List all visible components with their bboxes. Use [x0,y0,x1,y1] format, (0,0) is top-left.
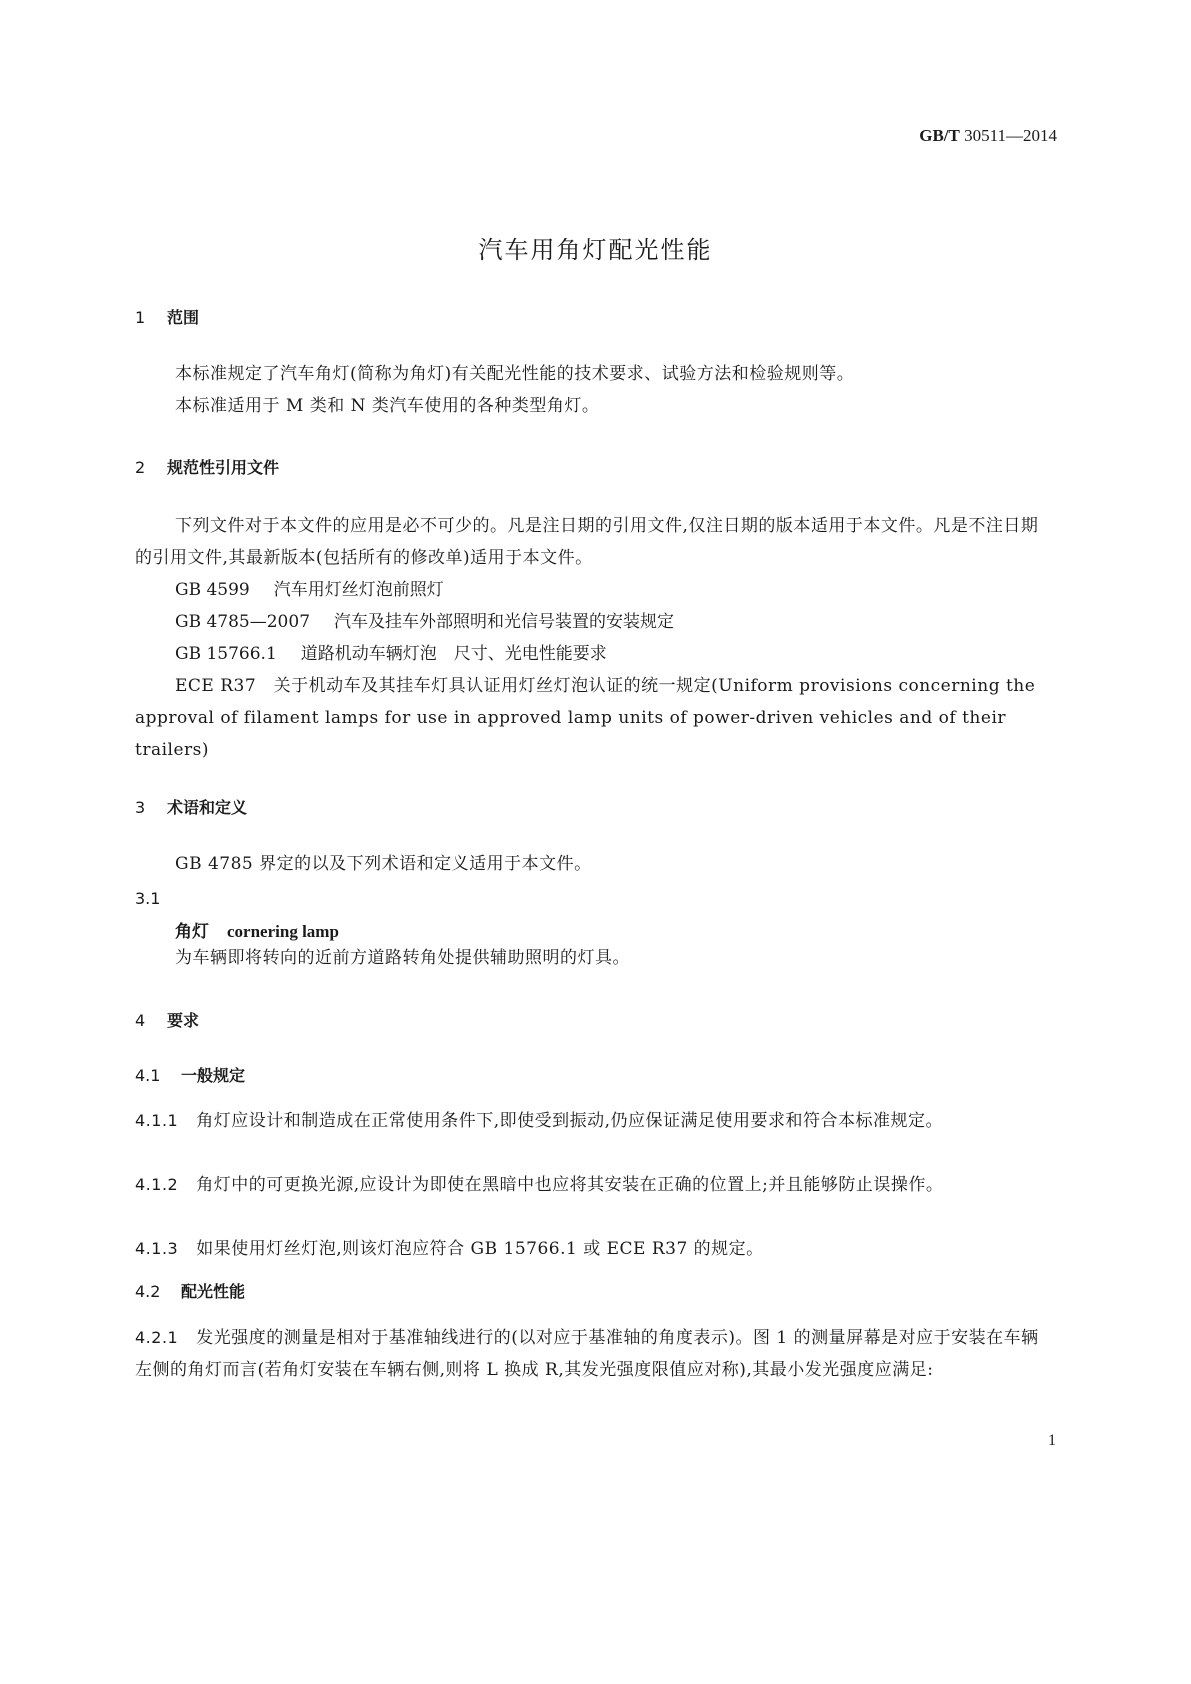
subsection-4-2-heading [135,1282,245,1302]
clause-4-2-1 [135,1322,1055,1386]
subsection-title: 配光性能 [181,1282,246,1301]
document-title: 汽车用角灯配光性能 [478,236,713,264]
reference-title: 汽车及挂车外部照明和光信号装置的安装规定 [334,612,675,632]
clause-4-1-2 [135,1169,1055,1201]
reference-item [175,606,674,638]
section-1-heading [135,308,199,328]
term-number: 3.1 [135,889,161,908]
section-4-heading [135,1011,199,1031]
section-2-heading [135,458,279,478]
section-number: 2 [135,458,146,477]
reference-title: 道路机动车辆灯泡 尺寸、光电性能要求 [300,644,607,664]
subsection-title: 一般规定 [181,1066,246,1085]
subsection-number: 4.1 [135,1066,161,1085]
reference-code: GB 4599 [175,580,250,600]
term-english: cornering lamp [227,922,339,941]
section-number: 4 [135,1011,146,1030]
term-chinese: 角灯 [175,922,209,942]
term-definition: 为车辆即将转向的近前方道路转角处提供辅助照明的灯具。 [175,948,630,968]
section-3-heading [135,798,247,818]
reference-code: GB 15766.1 [175,644,277,664]
standard-number: 30511—2014 [964,126,1057,145]
section-title: 范围 [167,308,200,327]
clause-4-1-3 [135,1233,1055,1265]
paragraph: GB 4785 界定的以及下列术语和定义适用于本文件。 [175,854,592,874]
subsection-4-1-heading [135,1066,245,1086]
standard-prefix: GB/T [919,126,960,145]
clause-text: 如果使用灯丝灯泡,则该灯泡应符合 GB 15766.1 或 ECE R37 的规定。 [196,1239,764,1259]
clause-number: 4.2.1 [135,1328,179,1347]
clause-4-1-1 [135,1105,1055,1137]
section-number: 1 [135,308,146,327]
standard-code [919,126,1057,146]
section-title: 规范性引用文件 [167,458,280,477]
section-title: 要求 [167,1011,200,1030]
section-number: 3 [135,798,146,817]
paragraph: 本标准规定了汽车角灯(简称为角灯)有关配光性能的技术要求、试验方法和检验规则等。 [175,364,855,384]
reference-item [175,574,444,606]
reference-code: GB 4785—2007 [175,612,311,632]
reference-item-ece: ECE R37 关于机动车及其挂车灯具认证用灯丝灯泡认证的统一规定(Uniform provisions concerning the approval of filament lamps for use in approved lamp units of power-driven vehicles and of their trailers) [135,676,1036,760]
clause-number: 4.1.2 [135,1175,179,1194]
page-number: 1 [1048,1432,1056,1449]
reference-title: 汽车用灯丝灯泡前照灯 [273,580,444,600]
clause-text: 角灯应设计和制造成在正常使用条件下,即使受到振动,仍应保证满足使用要求和符合本标准规定。 [196,1111,944,1131]
subsection-number: 4.2 [135,1282,161,1301]
clause-number: 4.1.3 [135,1239,179,1258]
section-title: 术语和定义 [167,798,248,817]
paragraph: 下列文件对于本文件的应用是必不可少的。凡是注日期的引用文件,仅注日期的版本适用于本文件。凡是不注日期的引用文件,其最新版本(包括所有的修改单)适用于本文件。 [135,516,1039,568]
clause-text: 角灯中的可更换光源,应设计为即使在黑暗中也应将其安装在正确的位置上;并且能够防止误操作。 [196,1175,944,1195]
term-entry [175,917,339,942]
clause-number: 4.1.1 [135,1111,179,1130]
clause-text: 发光强度的测量是相对于基准轴线进行的(以对应于基准轴的角度表示)。图 1 的测量屏幕是对应于安装在车辆左侧的角灯而言(若角灯安装在车辆右侧,则将 L 换成 R,其发光强度限值应对称),其最小发光强度应满足: [135,1328,1039,1380]
reference-item [175,638,607,670]
paragraph: 本标准适用于 M 类和 N 类汽车使用的各种类型角灯。 [175,396,600,416]
